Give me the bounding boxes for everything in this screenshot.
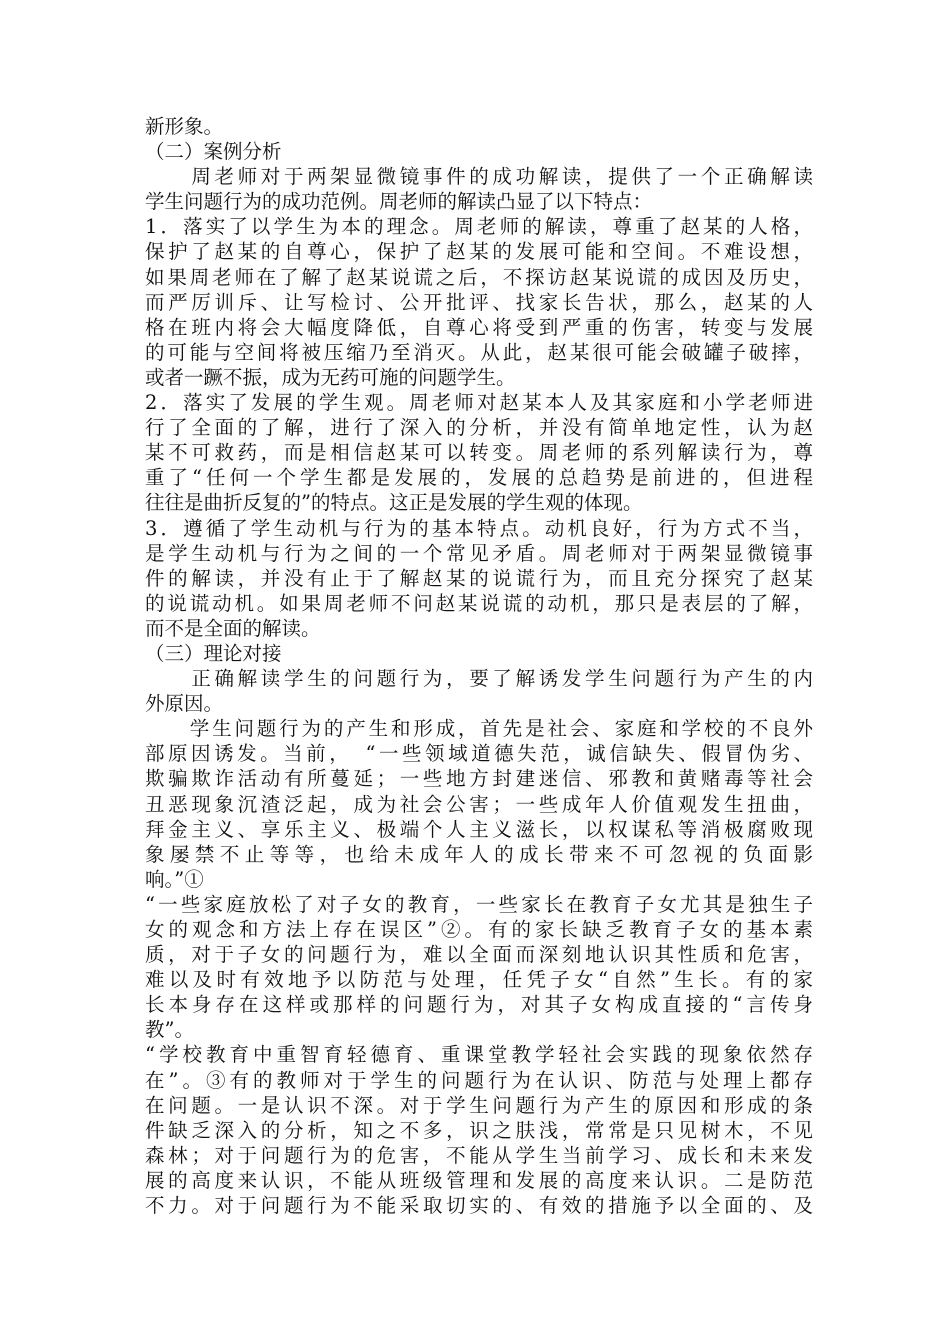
- text-line: 拜金主义、享乐主义、极端个人主义滋长，以权谋私等消极腐败现: [145, 817, 813, 841]
- text-line: 某不可救药，而是相信赵某可以转变。周老师的系列解读行为，尊: [145, 441, 813, 465]
- text-line: 丑恶现象沉渣泛起，成为社会公害；一些成年人价值观发生扭曲，: [145, 792, 813, 816]
- text-line: 或者一蹶不振，成为无药可施的问题学生。: [145, 365, 516, 389]
- text-line: 在问题。一是认识不深。对于学生问题行为产生的原因和形成的条: [145, 1093, 813, 1117]
- text-line: 正确解读学生的问题行为，要了解诱发学生问题行为产生的内: [145, 667, 813, 691]
- text-line: 外原因。: [145, 692, 224, 716]
- text-line: 保护了赵某的自尊心，保护了赵某的发展可能和空间。不难设想，: [145, 240, 813, 264]
- text-line: 部原因诱发。当前， “一些领域道德失范，诚信缺失、假冒伪劣、: [145, 742, 813, 766]
- text-line: 3．遵循了学生动机与行为的基本特点。动机良好，行为方式不当，: [145, 516, 813, 540]
- text-line: 展的高度来认识，不能从班级管理和发展的高度来认识。二是防范: [145, 1168, 813, 1192]
- text-line: 新形象。: [145, 115, 224, 138]
- text-line: “学校教育中重智育轻德育、重课堂教学轻社会实践的现象依然存: [145, 1043, 813, 1067]
- text-line: 学生问题行为的成功范例。周老师的解读凸显了以下特点：: [145, 190, 653, 214]
- text-line: 而不是全面的解读。: [145, 616, 321, 640]
- text-line: 象屡禁不止等等，也给未成年人的成长带来不可忽视的负面影: [145, 842, 813, 866]
- text-line: 的说谎动机。如果周老师不问赵某说谎的动机，那只是表层的了解，: [145, 591, 813, 615]
- text-line: “一些家庭放松了对子女的教育，一些家长在教育子女尤其是独生子: [145, 892, 813, 916]
- text-line: 长本身存在这样或那样的问题行为，对其子女构成直接的“言传身: [145, 993, 813, 1017]
- text-line: 件的解读，并没有止于了解赵某的说谎行为，而且充分探究了赵某: [145, 566, 813, 590]
- text-line: 难以及时有效地予以防范与处理，任凭子女“自然”生长。有的家: [145, 968, 813, 992]
- text-line: 女的观念和方法上存在误区”②。有的家长缺乏教育子女的基本素: [145, 918, 813, 941]
- text-line: 是学生动机与行为之间的一个常见矛盾。周老师对于两架显微镜事: [145, 541, 813, 565]
- section-heading: （二）案例分析: [145, 140, 282, 164]
- text-line: 的可能与空间将被压缩乃至消灭。从此，赵某很可能会破罐子破摔，: [145, 340, 813, 364]
- text-line: 周老师对于两架显微镜事件的成功解读，提供了一个正确解读: [145, 165, 813, 189]
- text-line: 而严厉训斥、让写检讨、公开批评、找家长告状，那么，赵某的人: [145, 290, 813, 314]
- text-line: 质，对于子女的问题行为，难以全面而深刻地认识其性质和危害，: [145, 943, 813, 967]
- text-line: 如果周老师在了解了赵某说谎之后，不探访赵某说谎的成因及历史，: [145, 265, 813, 289]
- text-line: 格在班内将会大幅度降低，自尊心将受到严重的伤害，转变与发展: [145, 315, 813, 339]
- text-line: 在”。③有的教师对于学生的问题行为在认识、防范与处理上都存: [145, 1068, 813, 1092]
- text-line: 件缺乏深入的分析，知之不多，识之肤浅，常常是只见树木，不见: [145, 1118, 813, 1142]
- text-line: 重了“任何一个学生都是发展的，发展的总趋势是前进的，但进程: [145, 466, 813, 490]
- text-line: 往往是曲折反复的”的特点。这正是发展的学生观的体现。: [145, 491, 643, 515]
- section-heading: （三）理论对接: [145, 641, 282, 665]
- document-page: [145, 114, 813, 1218]
- text-line: 1．落实了以学生为本的理念。周老师的解读，尊重了赵某的人格，: [145, 215, 813, 239]
- text-line: 欺骗欺诈活动有所蔓延；一些地方封建迷信、邪教和黄赌毒等社会: [145, 767, 813, 791]
- text-line: 行了全面的了解，进行了深入的分析，并没有简单地定性，认为赵: [145, 416, 813, 440]
- text-line: 学生问题行为的产生和形成，首先是社会、家庭和学校的不良外: [145, 717, 813, 741]
- text-line: 2．落实了发展的学生观。周老师对赵某本人及其家庭和小学老师进: [145, 391, 813, 415]
- text-line: 不力。对于问题行为不能采取切实的、有效的措施予以全面的、及: [145, 1194, 813, 1218]
- text-line: 响。”①: [145, 867, 204, 891]
- text-line: 教”。: [145, 1018, 194, 1042]
- text-line: 森林；对于问题行为的危害，不能从学生当前学习、成长和未来发: [145, 1143, 813, 1167]
